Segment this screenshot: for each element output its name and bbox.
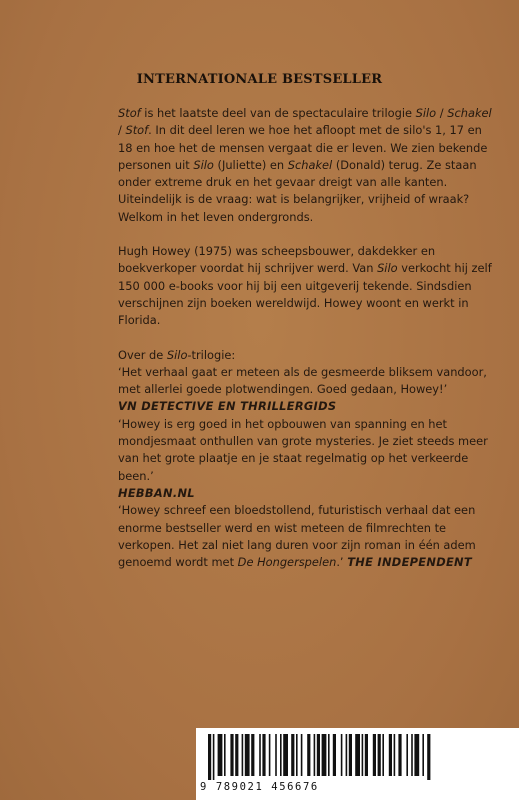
title-ref: Stof: [118, 106, 141, 120]
review-quote-1: ‘Het verhaal gaat er meteen als de gesmeerde bliksem vandoor, met allerlei goede plotwendingen. Goed gedaan, Howey!’: [118, 364, 487, 397]
intro-paragraph: Stof is het laatste deel van de spectaculaire trilogie Silo / Schakel / Stof. In dit deel leren we hoe het afloopt met de silo's 1, 17 en 18 en hoe het de mensen vergaat die er leven. We zien bekende personen uit Silo (Juliette) en Schakel (Donald) terug. Ze staan onder extreme druk en het gevaar dreigt van alle kanten. Uiteindelijk is de vraag: wat is belangrijker, vrijheid of wraak? Welkom in het leven ondergronds.: [118, 106, 492, 224]
author-paragraph: Hugh Howey (1975) was scheepsbouwer, dakdekker en boekverkoper voordat hij schrijver werd. Van Silo verkocht hij zelf 150 000 e-books voor hij bij een uitgeverij tekende. Sindsdien verschijnen zijn boeken wereldwijd. Howey woont en werkt in Florida.: [118, 244, 492, 328]
isbn-number: 9 789021 456676: [200, 781, 319, 793]
reviews-intro: Over de Silo-trilogie:: [118, 347, 236, 362]
review-source-2: HEBBAN.NL: [118, 485, 195, 500]
review-source-1: VN DETECTIVE EN THRILLERGIDS: [118, 399, 337, 414]
review-quote-3: ‘Howey schreef een bloedstollend, futuristisch verhaal dat een enorme bestseller werd en wist meteen de filmrechten te verkopen. Het zal niet lang duren voor zijn roman in één adem genoemd wordt met De Hongerspelen.’ THE INDEPENDENT: [118, 503, 476, 570]
barcode-icon: [208, 734, 508, 780]
review-quote-2: ‘Howey is erg goed in het opbouwen van spanning en het mondjesmaat onthullen van grote mysteries. Je ziet steeds meer van het grote plaatje en je staat regelmatig op het verkeerde been.’: [118, 416, 488, 483]
barcode-label: [196, 728, 519, 800]
blurb-text: [118, 105, 498, 571]
cover-heading: INTERNATIONALE BESTSELLER: [136, 72, 383, 87]
review-source-3: THE INDEPENDENT: [347, 555, 472, 570]
